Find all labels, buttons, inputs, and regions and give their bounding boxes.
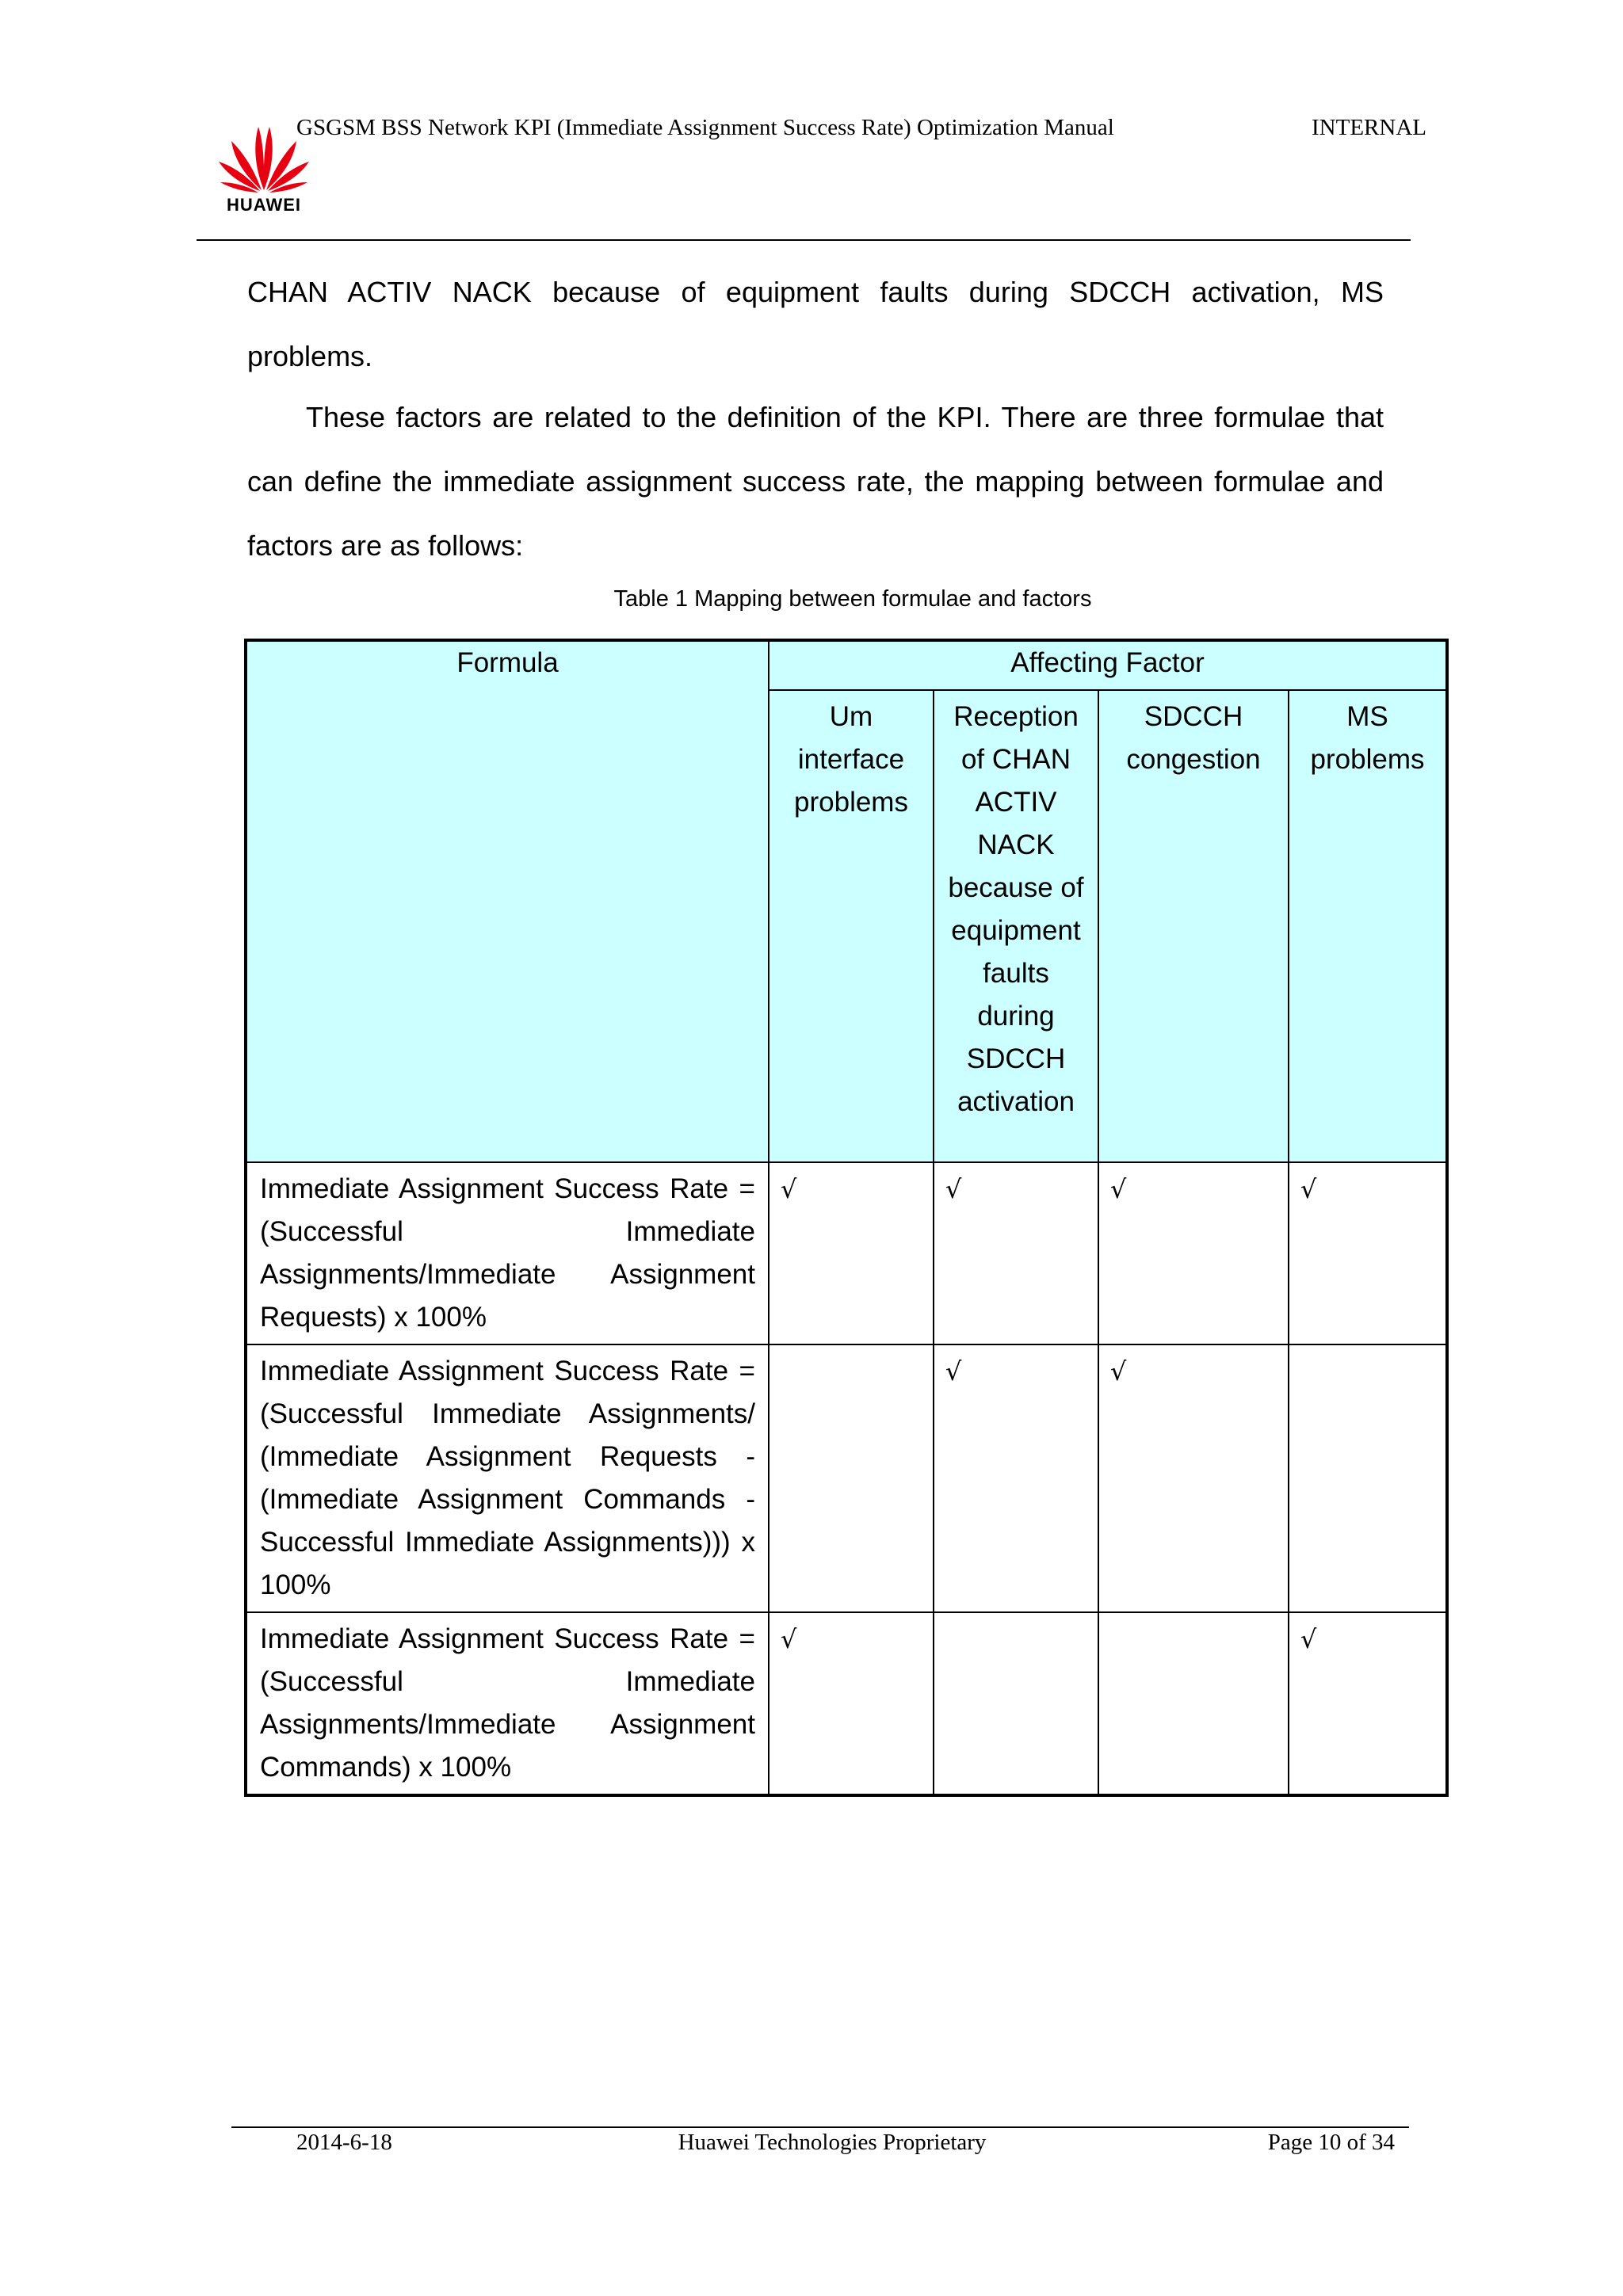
page-number: Page 10 of 34 xyxy=(1267,2130,1395,2155)
check-mark xyxy=(769,1344,934,1612)
body-paragraph-1: CHAN ACTIV NACK because of equipment faults during SDCCH activation, MS problems. xyxy=(247,276,1384,372)
logo-wordmark: HUAWEI xyxy=(227,195,301,215)
check-mark: √ xyxy=(1098,1344,1289,1612)
formula-factor-table xyxy=(244,639,1449,1797)
table-row xyxy=(246,1162,1447,1344)
footer-proprietary: Huawei Technologies Proprietary xyxy=(678,2130,987,2155)
factor-header-um-interface: Um interface problems xyxy=(769,690,934,1162)
check-mark xyxy=(1289,1344,1447,1612)
formula-cell: Immediate Assignment Success Rate = (Successful Immediate Assignments/Immediate Assignment Commands) x 100% xyxy=(246,1612,769,1795)
formula-cell: Immediate Assignment Success Rate = (Successful Immediate Assignments/Immediate Assignment Requests) x 100% xyxy=(246,1162,769,1344)
factor-header-ms-problems: MS problems xyxy=(1289,690,1447,1162)
table-header-row xyxy=(246,640,1447,690)
table-caption: Table 1 Mapping between formulae and factors xyxy=(613,586,1092,612)
check-mark: √ xyxy=(1098,1162,1289,1344)
header-divider xyxy=(197,239,1411,241)
check-mark: √ xyxy=(769,1162,934,1344)
affecting-factor-header: Affecting Factor xyxy=(769,640,1447,690)
table-row xyxy=(246,1612,1447,1795)
body-paragraph-2: These factors are related to the definition of the KPI. There are three formulae that can define the immediate assignment success rate, the mapping between formulae and factors are as follows: xyxy=(247,401,1384,562)
check-mark xyxy=(934,1612,1098,1795)
check-mark: √ xyxy=(1289,1162,1447,1344)
check-mark: √ xyxy=(934,1162,1098,1344)
check-mark: √ xyxy=(934,1344,1098,1612)
check-mark xyxy=(1098,1612,1289,1795)
formula-column-header: Formula xyxy=(246,640,769,1162)
formula-cell: Immediate Assignment Success Rate = (Successful Immediate Assignments/ (Immediate Assignment Requests - (Immediate Assignment Commands - Successful Immediate Assignments))) x 100% xyxy=(246,1344,769,1612)
check-mark: √ xyxy=(769,1612,934,1795)
footer-divider xyxy=(231,2126,1409,2128)
factor-header-sdcch-congestion: SDCCH congestion xyxy=(1098,690,1289,1162)
classification-label: INTERNAL xyxy=(1312,115,1426,140)
document-title: GSGSM BSS Network KPI (Immediate Assignment Success Rate) Optimization Manual xyxy=(296,115,1114,140)
factor-header-chan-activ-nack: Reception of CHAN ACTIV NACK because of equipment faults during SDCCH activation xyxy=(934,690,1098,1162)
check-mark: √ xyxy=(1289,1612,1447,1795)
table-row xyxy=(246,1344,1447,1612)
footer-date: 2014-6-18 xyxy=(296,2130,392,2155)
